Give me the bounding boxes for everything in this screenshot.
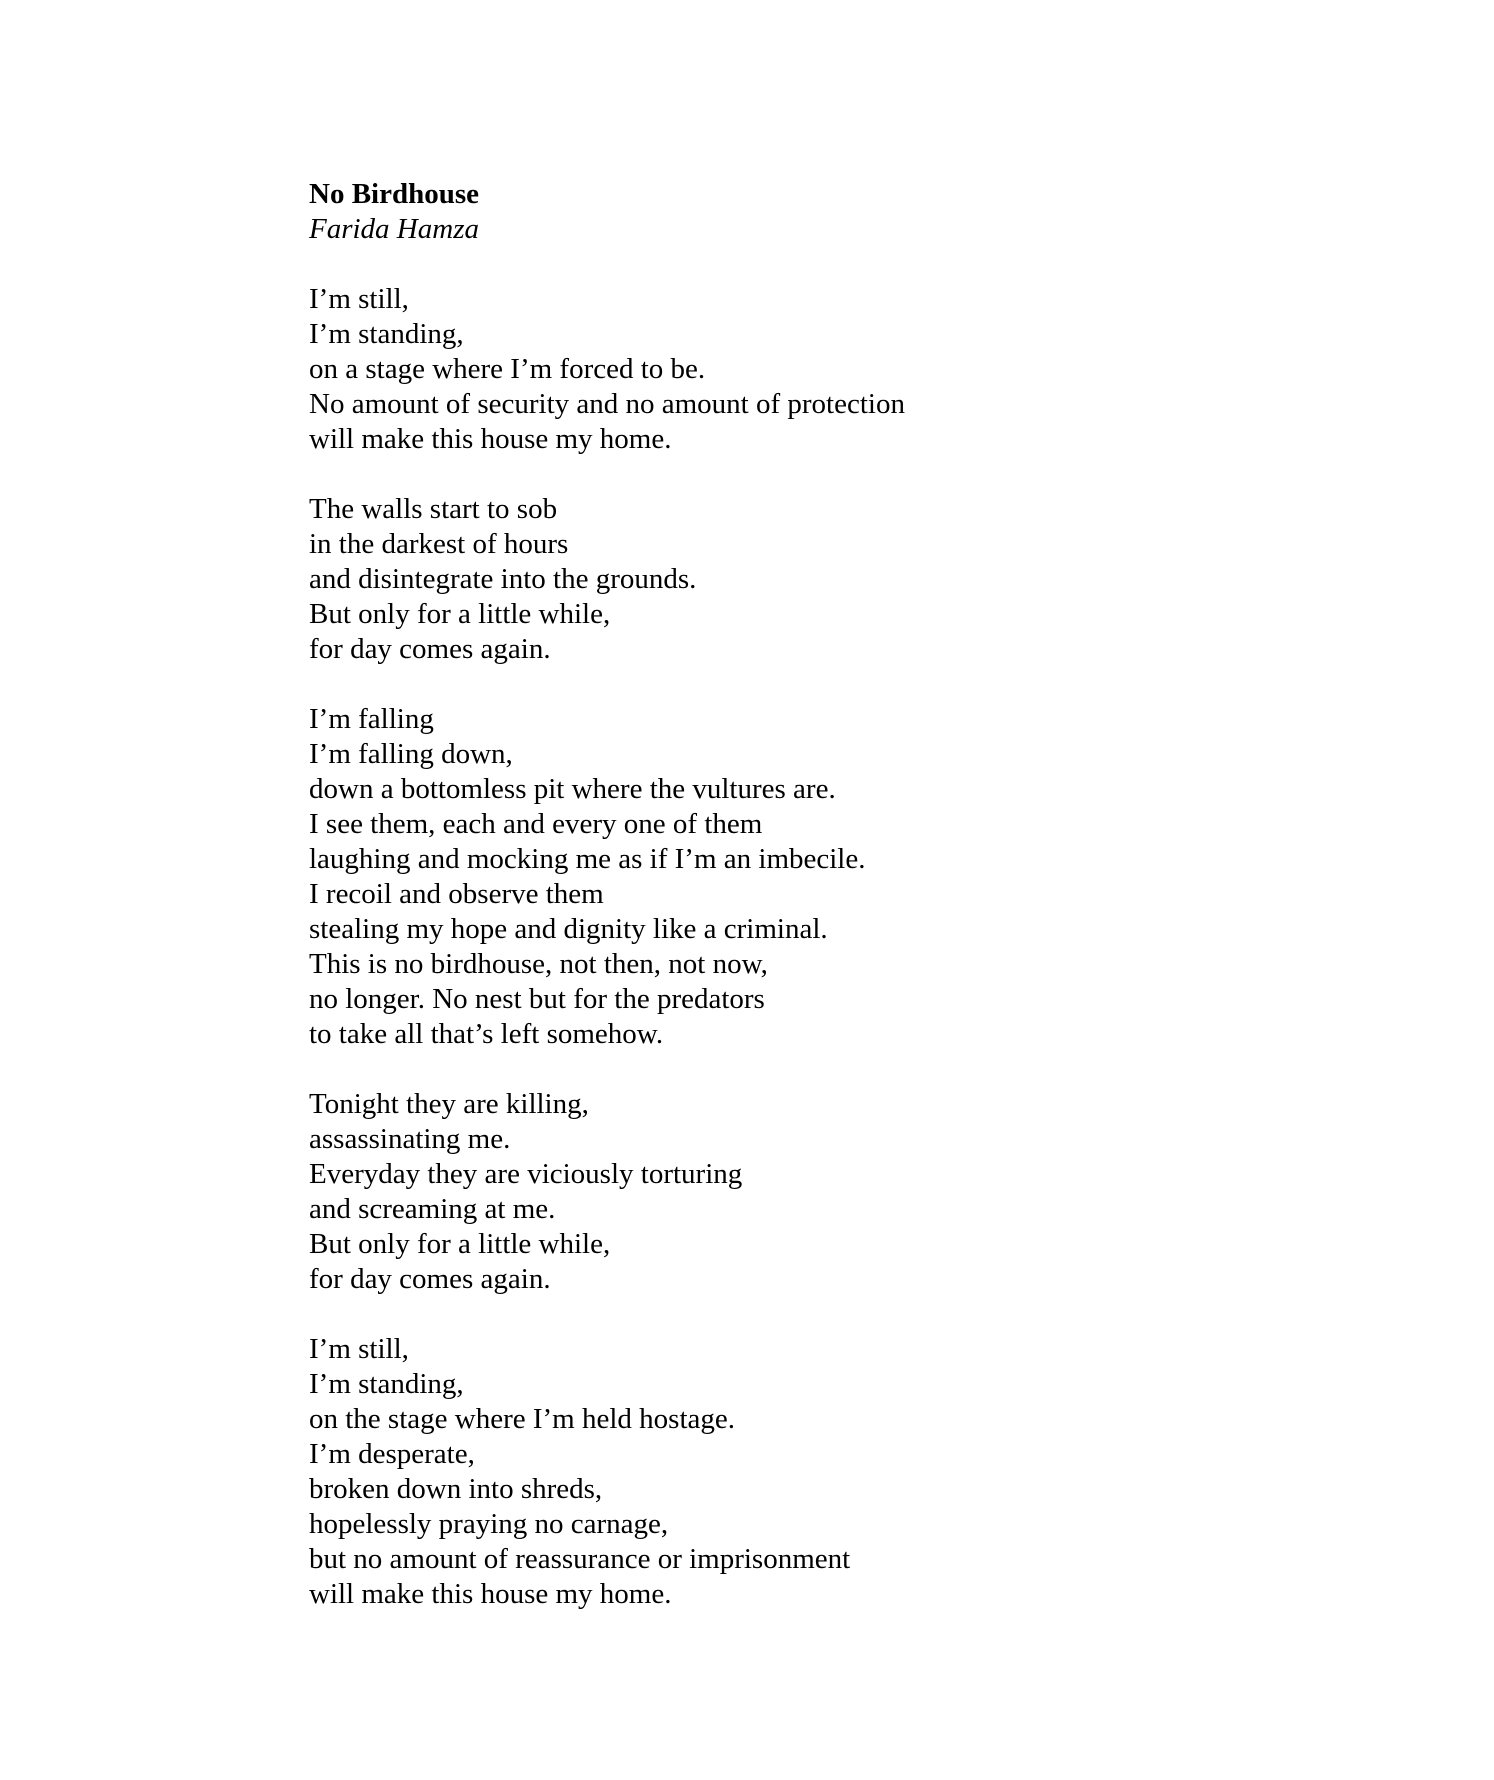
poem-line: No amount of security and no amount of protection <box>309 388 905 420</box>
poem-line: and screaming at me. <box>309 1193 556 1225</box>
poem-line: Tonight they are killing, <box>309 1088 589 1120</box>
poem-line: I’m falling <box>309 703 434 735</box>
stanza-3 <box>309 702 1309 1052</box>
poem-title: No Birdhouse <box>309 178 480 210</box>
poem-line: assassinating me. <box>309 1123 511 1155</box>
poem-line: broken down into shreds, <box>309 1473 603 1505</box>
poem-line: will make this house my home. <box>309 423 672 455</box>
poem-line: on the stage where I’m held hostage. <box>309 1403 735 1435</box>
poem-line: I’m standing, <box>309 1368 464 1400</box>
poem-line: I’m desperate, <box>309 1438 475 1470</box>
poem-line: down a bottomless pit where the vultures are. <box>309 773 836 805</box>
poem-author: Farida Hamza <box>309 213 479 245</box>
poem-line: for day comes again. <box>309 633 551 665</box>
stanza-4 <box>309 1087 1309 1297</box>
poem-line: and disintegrate into the grounds. <box>309 563 697 595</box>
poem-line: to take all that’s left somehow. <box>309 1018 664 1050</box>
poem-line: The walls start to sob <box>309 493 558 525</box>
poem-line: I’m still, <box>309 1333 409 1365</box>
poem-line: I see them, each and every one of them <box>309 808 763 840</box>
poem-line: I’m standing, <box>309 318 464 350</box>
poem-line: I’m falling down, <box>309 738 513 770</box>
poem-line: I’m still, <box>309 283 409 315</box>
poem-line: but no amount of reassurance or imprisonment <box>309 1543 851 1575</box>
stanza-5 <box>309 1332 1309 1612</box>
poem-line: I recoil and observe them <box>309 878 604 910</box>
poem-line: on a stage where I’m forced to be. <box>309 353 706 385</box>
stanza-1 <box>309 282 1309 457</box>
poem-line: This is no birdhouse, not then, not now, <box>309 948 768 980</box>
poem-line: But only for a little while, <box>309 598 611 630</box>
poem-line: But only for a little while, <box>309 1228 611 1260</box>
poem-line: stealing my hope and dignity like a criminal. <box>309 913 828 945</box>
poem <box>309 177 1309 1612</box>
poem-line: laughing and mocking me as if I’m an imbecile. <box>309 843 866 875</box>
stanza-2 <box>309 492 1309 667</box>
poem-line: hopelessly praying no carnage, <box>309 1508 669 1540</box>
poem-line: for day comes again. <box>309 1263 551 1295</box>
poem-line: no longer. No nest but for the predators <box>309 983 765 1015</box>
poem-line: will make this house my home. <box>309 1578 672 1610</box>
poem-line: Everyday they are viciously torturing <box>309 1158 743 1190</box>
poem-line: in the darkest of hours <box>309 528 569 560</box>
